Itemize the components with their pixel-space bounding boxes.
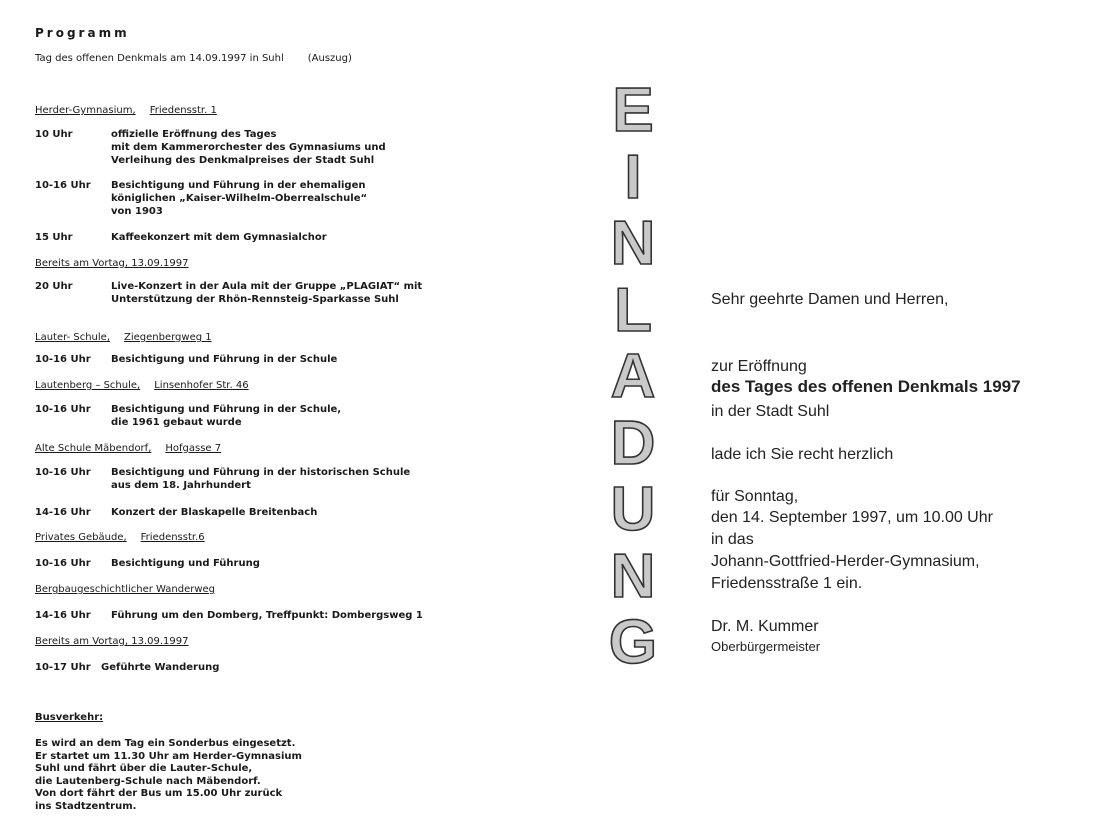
bus-line: die Lautenberg-Schule nach Mäbendorf. [35,775,261,787]
signer-role: Oberbürgermeister [711,639,821,654]
section-name: Privates Gebäude, [35,532,127,543]
invitation-venue: Johann-Gottfried-Herder-Gymnasium, [711,553,980,570]
event-description [101,661,219,674]
bus-text [35,738,302,813]
einladung-letter: I [624,142,642,212]
event-time: 10-16 Uhr [35,467,91,478]
event-line: Besichtigung und Führung in der Schule [111,354,338,365]
program-extract-note: (Auszug) [307,53,352,64]
event-description [111,179,367,218]
event-line: Unterstützung der Rhön-Rennsteig-Sparkasse Suhl [111,294,399,305]
section-heading [35,258,189,269]
event-description [111,128,386,167]
einladung-letter: U [610,475,656,544]
einladung-letter: E [612,76,654,145]
section-name: Bergbaugeschichtlicher Wanderweg [35,584,216,595]
section-address: Friedensstr.6 [140,532,205,543]
event-time: 15 Uhr [35,232,73,243]
invitation-line: zur Eröffnung [711,358,807,375]
event-description [111,466,410,492]
event-line: Besichtigung und Führung in der Schule, [111,404,342,415]
section-name: Bereits am Vortag, 13.09.1997 [35,636,189,647]
section-address: Friedensstr. 1 [149,105,217,116]
event-time: 20 Uhr [35,281,73,292]
section-name: Herder-Gymnasium, [35,105,136,116]
signer-name: Dr. M. Kummer [711,618,819,635]
einladung-letter: N [610,209,656,278]
event-description [111,403,341,429]
event-line: von 1903 [111,206,163,217]
event-time: 10-17 Uhr [35,662,91,673]
invitation-line: in der Stadt Suhl [711,403,830,420]
section-heading [35,380,249,391]
event-line: mit dem Kammerorchester des Gymnasiums und [111,142,386,153]
event-line: Konzert der Blaskapelle Breitenbach [111,507,318,518]
section-name: Bereits am Vortag, 13.09.1997 [35,258,189,269]
section-name: Alte Schule Mäbendorf, [35,443,152,454]
invitation-line: für Sonntag, [711,488,799,505]
einladung-letter: A [610,342,656,411]
event-line: die 1961 gebaut wurde [111,417,242,428]
event-time: 10-16 Uhr [35,354,91,365]
invitation-event-title: des Tages des offenen Denkmals 1997 [711,377,1021,396]
section-address: Hofgasse 7 [165,443,222,454]
section-name: Lauter- Schule, [35,332,110,343]
bus-heading: Busverkehr: [35,712,104,723]
event-line: Geführte Wanderung [101,662,220,673]
event-line: Verleihung des Denkmalpreises der Stadt Suhl [111,155,375,166]
section-heading [35,532,205,543]
section-address: Ziegenbergweg 1 [124,332,212,343]
event-time: 10 Uhr [35,129,73,140]
event-line: Kaffeekonzert mit dem Gymnasialchor [111,232,327,243]
einladung-letter: D [610,408,656,478]
invitation-address: Friedensstraße 1 ein. [711,575,863,592]
event-time: 10-16 Uhr [35,180,91,191]
event-description [111,609,423,622]
event-line: offizielle Eröffnung des Tages [111,129,277,140]
bus-line: Von dort fährt der Bus um 15.00 Uhr zurück [35,788,283,799]
event-description [111,280,422,306]
section-name: Lautenberg – Schule, [35,380,141,391]
event-time: 14-16 Uhr [35,507,91,518]
event-line: Besichtigung und Führung in der historischen Schule [111,467,411,478]
section-heading [35,443,221,454]
einladung-letter: L [614,275,652,345]
event-description [111,506,317,519]
program-subtitle [35,53,352,64]
section-heading [35,332,212,343]
bus-line: Er startet um 11.30 Uhr am Herder-Gymnasium [35,750,302,762]
event-description [111,557,260,570]
invitation-line: lade ich Sie recht herzlich [711,446,894,463]
bus-line: ins Stadtzentrum. [35,800,137,812]
einladung-vertical-title [600,78,666,677]
invitation-greeting: Sehr geehrte Damen und Herren, [711,291,949,308]
event-line: Besichtigung und Führung [111,558,260,569]
bus-line: Suhl und fährt über die Lauter-Schule, [35,763,253,774]
event-line: Führung um den Domberg, Treffpunkt: Dombergsweg 1 [111,610,423,621]
section-heading [35,105,217,116]
event-description [111,353,337,366]
bus-line: Es wird an dem Tag ein Sonderbus eingesetzt. [35,738,296,749]
event-line: Live-Konzert in der Aula mit der Gruppe „PLAGIAT“ mit [111,281,423,292]
einladung-letter: N [610,541,656,611]
invitation-date: den 14. September 1997, um 10.00 Uhr [711,509,993,526]
event-description [111,231,327,244]
einladung-letter: G [608,608,658,677]
event-time: 14-16 Uhr [35,610,91,621]
section-address: Linsenhofer Str. 46 [154,380,249,391]
program-title: Programm [35,26,130,40]
invitation-line: in das [711,531,754,548]
event-line: Besichtigung und Führung in der ehemaligen [111,180,366,191]
program-subtitle-text: Tag des offenen Denkmals am 14.09.1997 in Suhl [35,53,284,64]
event-line: aus dem 18. Jahrhundert [111,480,251,491]
section-heading [35,636,189,647]
event-time: 10-16 Uhr [35,558,91,569]
section-heading [35,584,215,595]
event-time: 10-16 Uhr [35,404,91,415]
event-line: königlichen „Kaiser-Wilhelm-Oberrealschule“ [111,193,368,204]
